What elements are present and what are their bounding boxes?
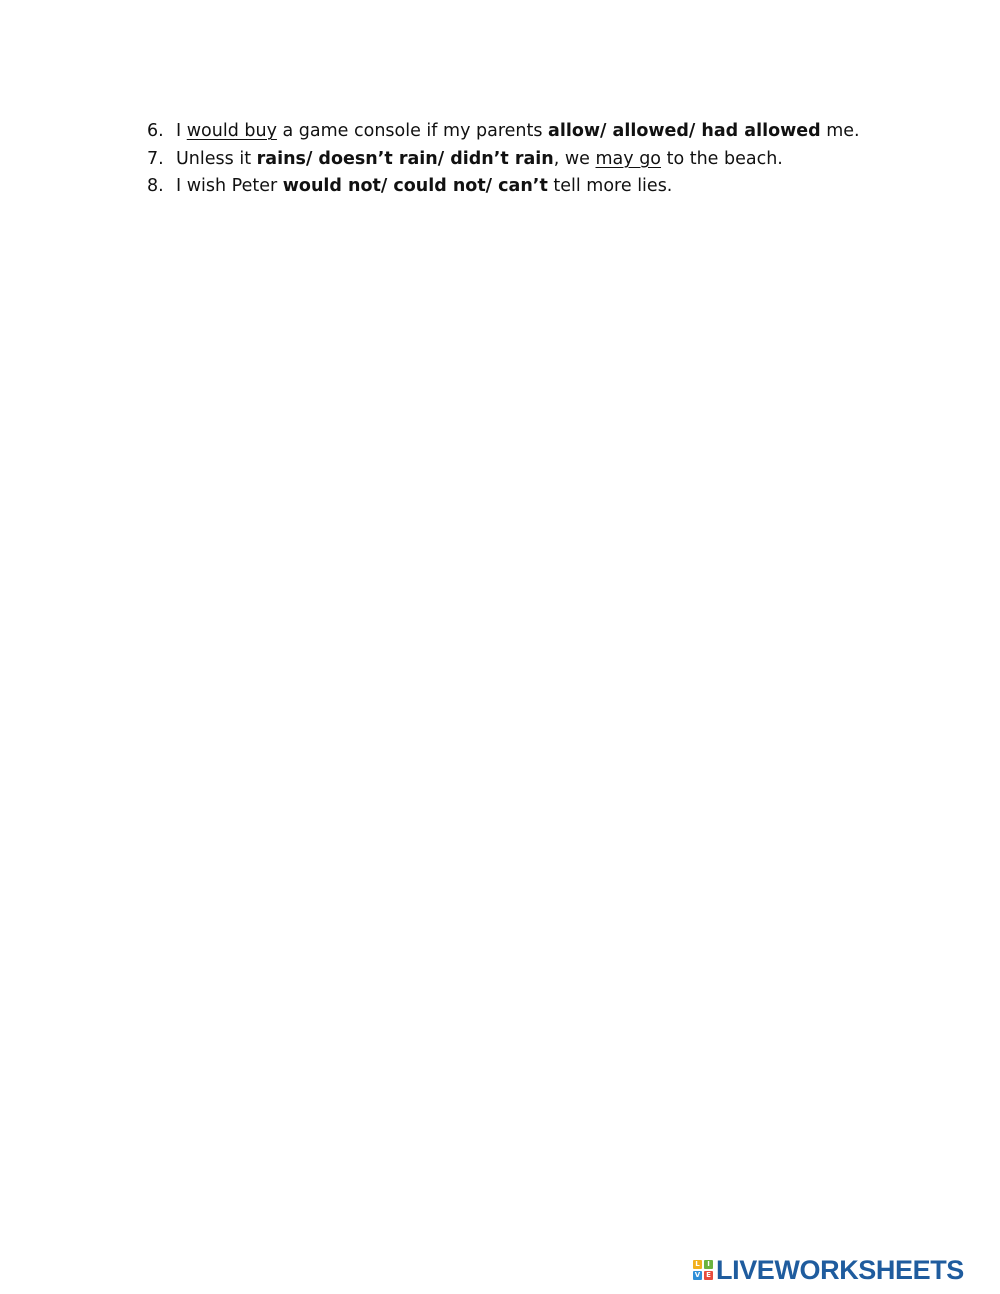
logo-mark-tile: V <box>694 1271 701 1279</box>
sentence-text: tell more lies. <box>547 176 673 196</box>
logo-mark-tile: L <box>693 1260 702 1269</box>
exercise-item <box>147 146 967 174</box>
item-sentence <box>176 118 860 146</box>
exercise-list <box>147 118 967 201</box>
liveworksheets-logo-icon <box>693 1260 713 1280</box>
item-number: 7. <box>147 148 164 169</box>
exercise-item <box>147 173 967 201</box>
item-sentence <box>176 146 783 174</box>
item-number: 6. <box>147 121 164 141</box>
logo-mark-tile: I <box>704 1260 713 1269</box>
sentence-text: me. <box>820 121 860 141</box>
item-sentence <box>176 173 672 201</box>
answer-options[interactable]: rains/ doesn’t rain/ didn’t rain <box>256 148 554 169</box>
logo-mark-tile: E <box>704 1271 713 1280</box>
sentence-text: I wish Peter <box>176 176 283 196</box>
answer-options[interactable]: would not/ could not/ can’t <box>282 176 548 196</box>
sentence-text: , we <box>553 148 596 169</box>
underlined-verb: would buy <box>186 121 277 141</box>
sentence-text: I <box>176 121 187 141</box>
sentence-text: a game console if my parents <box>276 121 549 141</box>
sentence-text: Unless it <box>176 148 257 169</box>
item-number: 8. <box>147 176 164 196</box>
underlined-verb: may go <box>595 148 662 169</box>
liveworksheets-logo <box>693 1256 964 1284</box>
answer-options[interactable]: allow/ allowed/ had allowed <box>548 121 821 141</box>
logo-text: LIVEWORKSHEETS <box>716 1255 964 1285</box>
sentence-text: to the beach. <box>661 148 783 169</box>
exercise-item <box>147 118 967 146</box>
